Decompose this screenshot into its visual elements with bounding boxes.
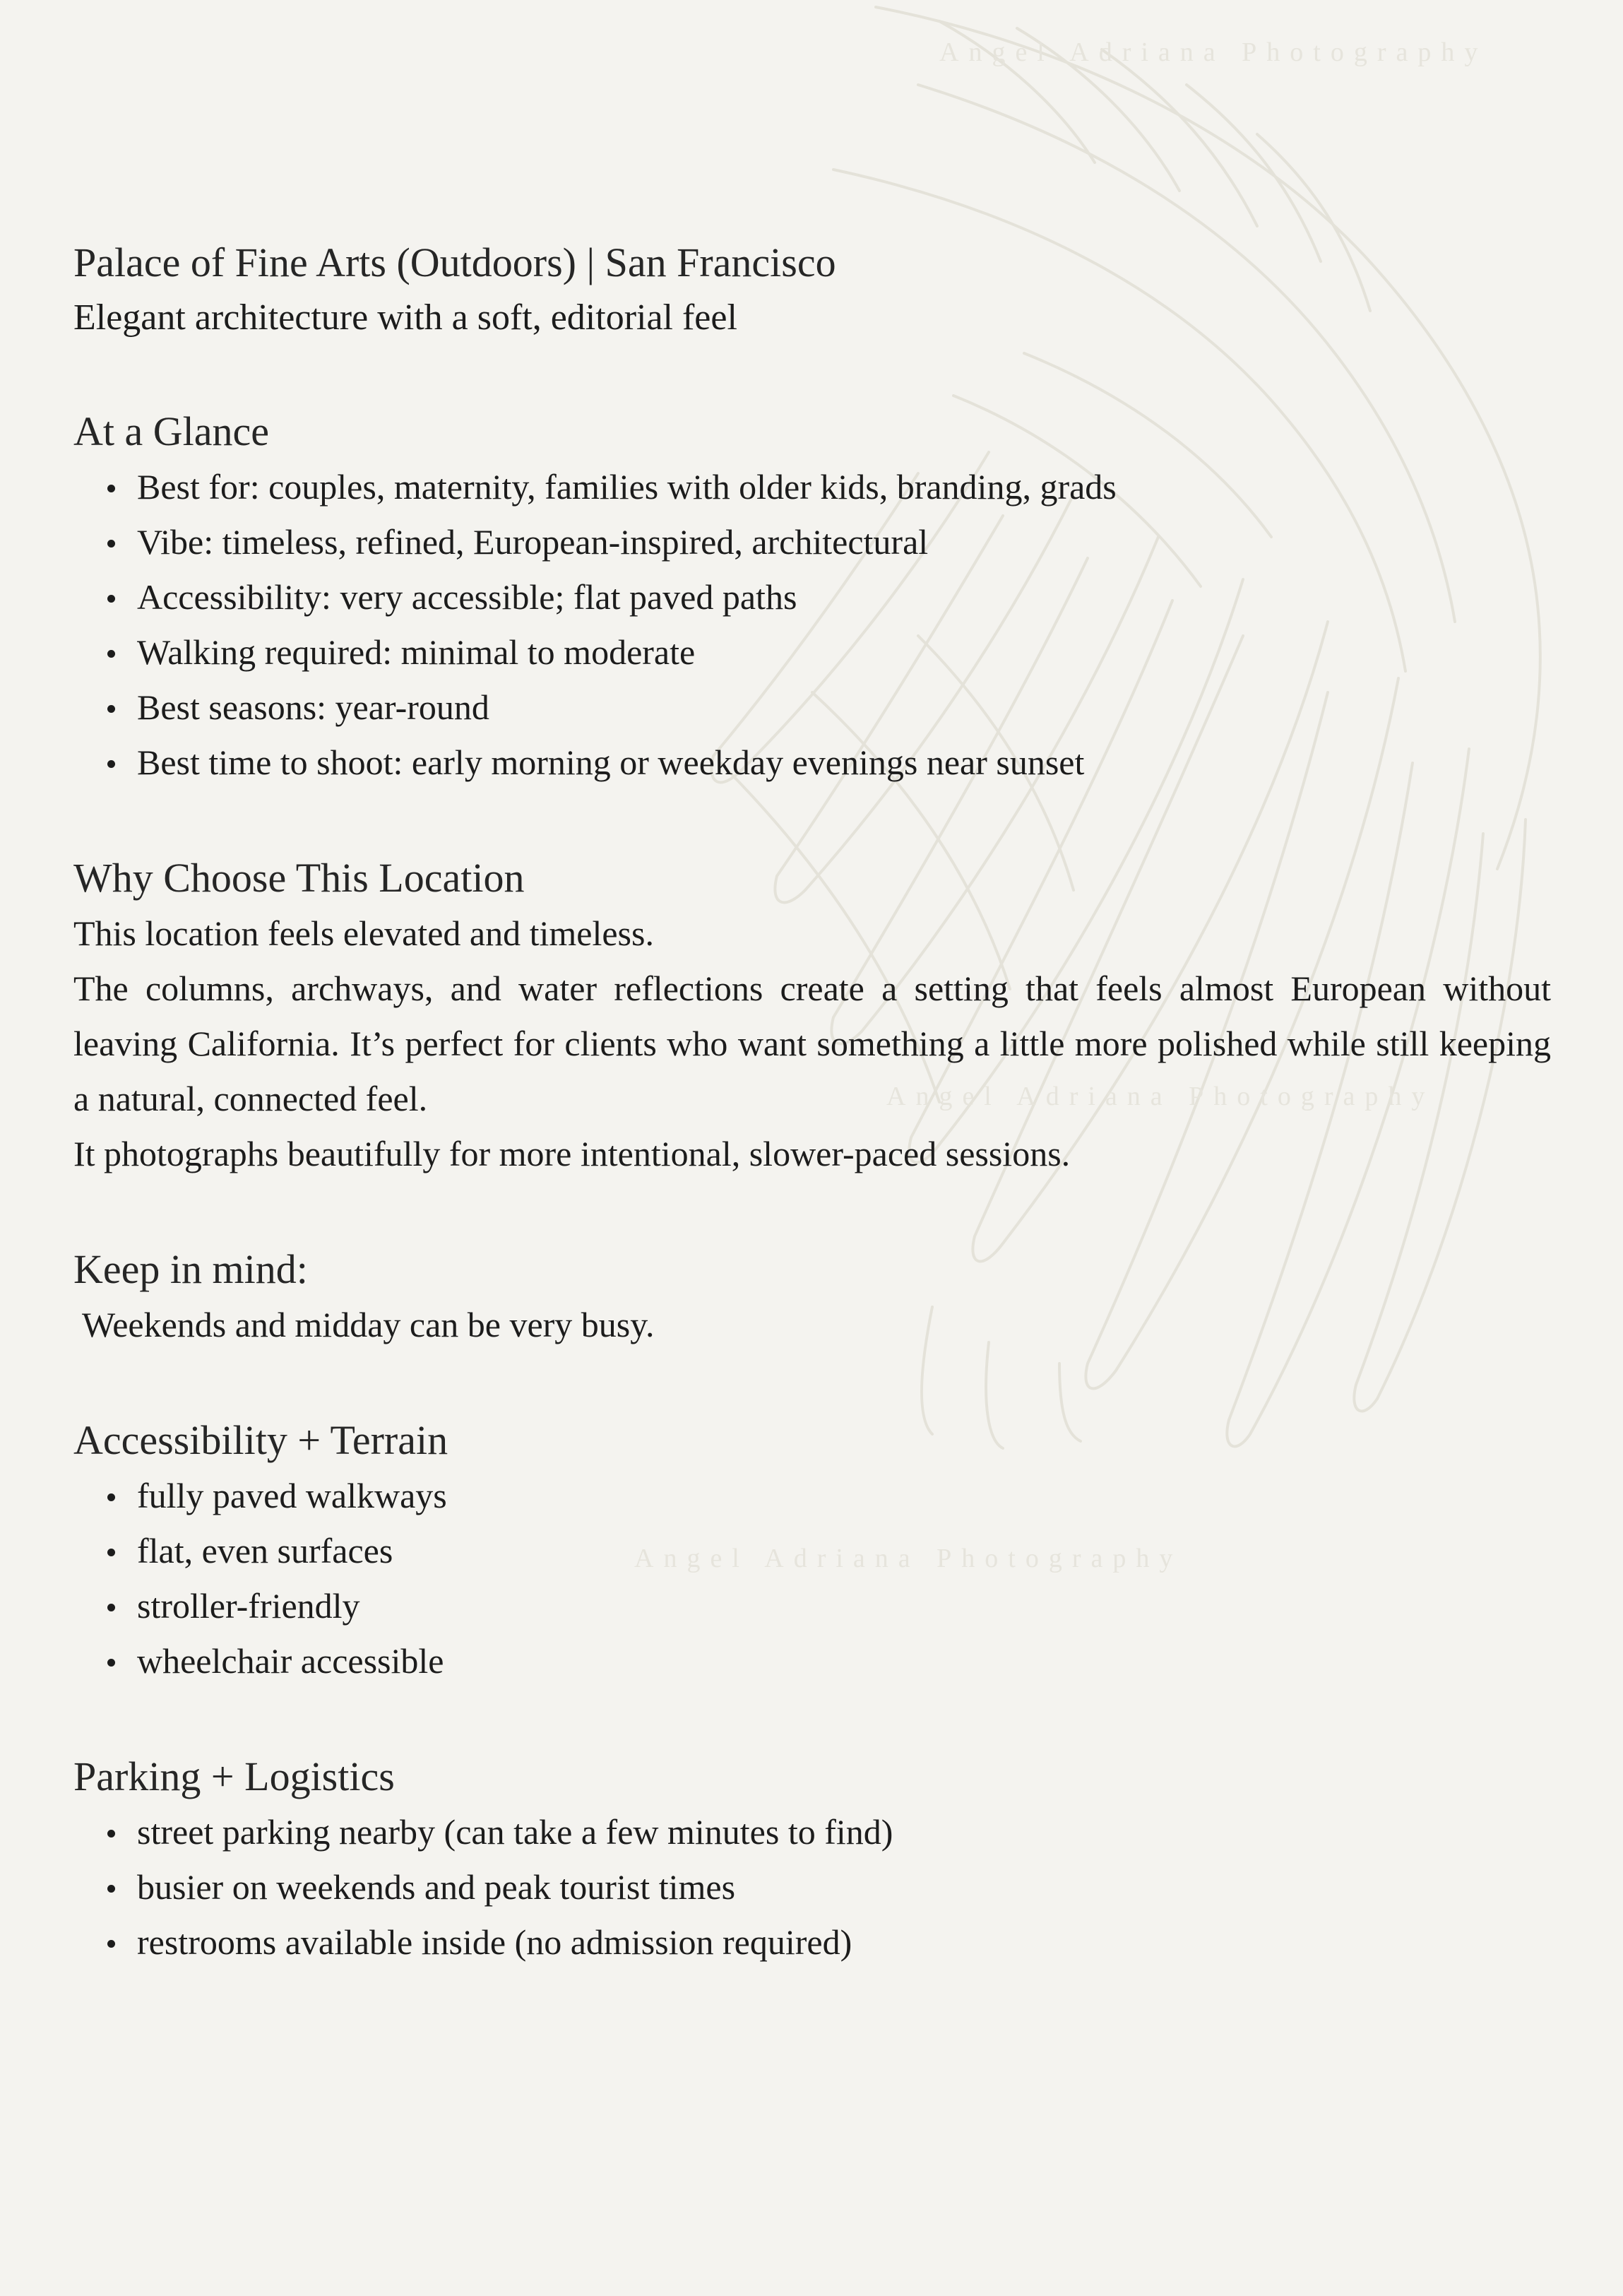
section-heading: Keep in mind: — [73, 1246, 308, 1292]
list-item: Best for: couples, maternity, families with older kids, branding, grads — [73, 459, 1551, 514]
why-choose-section — [73, 851, 1551, 1181]
section-heading: Why Choose This Location — [73, 855, 525, 901]
list-item: Accessibility: very accessible; flat paved paths — [73, 569, 1551, 625]
watermark-text: Angel Adriana Photography — [634, 1544, 1183, 1573]
list-item: restrooms available inside (no admission required) — [73, 1915, 1551, 1970]
list-item: Best time to shoot: early morning or weekday evenings near sunset — [73, 735, 1551, 790]
document-body — [73, 233, 1551, 1970]
list-item: Best seasons: year-round — [73, 680, 1551, 735]
watermark-text: Angel Adriana Photography — [886, 1082, 1435, 1111]
list-item: Vibe: timeless, refined, European-inspired, architectural — [73, 514, 1551, 569]
note-text: Weekends and midday can be very busy. — [82, 1305, 655, 1344]
list-item: Walking required: minimal to moderate — [73, 625, 1551, 680]
list-item: street parking nearby (can take a few minutes to find) — [73, 1804, 1551, 1859]
list-item: fully paved walkways — [73, 1468, 1551, 1523]
watermark-text: Angel Adriana Photography — [939, 37, 1488, 67]
accessibility-list — [73, 1468, 1551, 1688]
paragraph: It photographs beautifully for more intentional, slower-paced sessions. — [73, 1134, 1071, 1173]
accessibility-terrain-section — [73, 1413, 1551, 1688]
paragraph: The columns, archways, and water reflections create a setting that feels almost European without leaving California. It’s perfect for clients who want something a little more polished while still keeping a natural, connected feel. — [73, 969, 1551, 1118]
section-heading: Parking + Logistics — [73, 1753, 395, 1799]
list-item: busier on weekends and peak tourist times — [73, 1859, 1551, 1915]
list-item: stroller-friendly — [73, 1578, 1551, 1633]
list-item: wheelchair accessible — [73, 1633, 1551, 1688]
parking-logistics-section — [73, 1749, 1551, 1970]
section-heading: Accessibility + Terrain — [73, 1417, 448, 1463]
paragraph: This location feels elevated and timeless. — [73, 913, 654, 953]
list-item: flat, even surfaces — [73, 1523, 1551, 1578]
parking-list — [73, 1804, 1551, 1970]
keep-in-mind-section — [73, 1242, 1551, 1352]
page-subtitle: Elegant architecture with a soft, editorial feel — [73, 297, 737, 338]
at-a-glance-list — [73, 459, 1551, 790]
at-a-glance-section — [73, 404, 1551, 790]
section-heading: At a Glance — [73, 408, 269, 454]
page-title: Palace of Fine Arts (Outdoors) | San Francisco — [73, 239, 836, 285]
